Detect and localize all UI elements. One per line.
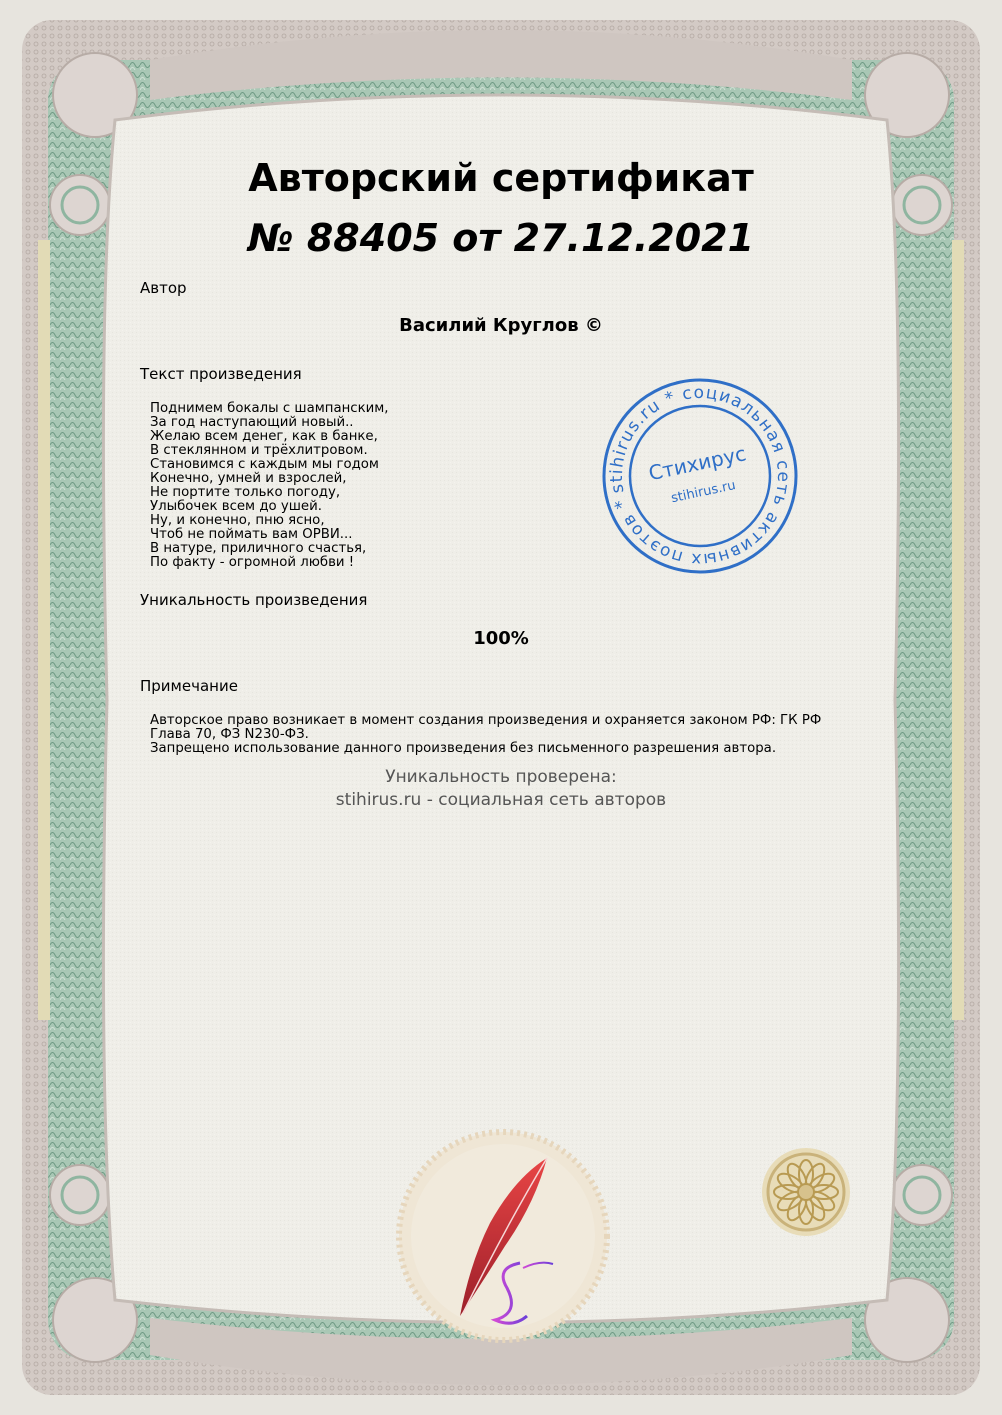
poem-line: Желаю всем денег, как в банке,: [150, 429, 378, 444]
uniqueness-value: 100%: [473, 628, 529, 649]
svg-text:stihirus.ru * социальная сеть: [598, 374, 802, 578]
poem-line: Становимся с каждым мы годом: [150, 457, 379, 472]
text-label: Текст произведения: [140, 365, 302, 383]
poem-line: Ну, и конечно, пню ясно,: [150, 513, 325, 528]
poem-line: В натуре, приличного счастья,: [150, 541, 367, 556]
poem-line: Чтоб не поймать вам ОРВИ...: [150, 527, 353, 542]
checked-line: stihirus.ru - социальная сеть авторов: [335, 790, 667, 810]
poem-line: По факту - огромной любви !: [150, 555, 355, 570]
poem-line: Конечно, умней и взрослей,: [150, 471, 347, 486]
poem-line: Поднимем бокалы с шампанским,: [150, 401, 389, 416]
poem-line: За год наступающий новый..: [150, 415, 354, 430]
stamp-ring-text: stihirus.ru * социальная сеть активных поэтов *: [606, 382, 794, 570]
uniqueness-checked: [0, 766, 1002, 812]
gold-seal-icon: [760, 1146, 852, 1238]
certificate-title: Авторский сертификат: [248, 156, 754, 200]
certificate-number: № 88405 от 27.12.2021: [247, 216, 755, 260]
author-label: Автор: [140, 279, 187, 297]
stihirus-stamp: [598, 374, 802, 578]
uniqueness-label: Уникальность произведения: [140, 591, 368, 609]
poem-line: В стеклянном и трёхлитровом.: [150, 443, 368, 458]
poem-line: Улыбочек всем до ушей.: [150, 499, 322, 514]
checked-line: Уникальность проверена:: [385, 767, 617, 787]
stamp-center-sub: stihirus.ru: [669, 478, 737, 507]
poem-text: [150, 402, 389, 570]
author-name: Василий Круглов ©: [399, 315, 603, 336]
poem-line: Не портите только погоду,: [150, 485, 341, 500]
note-line: Авторское право возникает в момент создания произведения и охраняется законом РФ: ГК РФ Глава 70, ФЗ N230-ФЗ.: [150, 713, 822, 742]
note-line: Запрещено использование данного произведения без письменного разрешения автора.: [150, 741, 777, 756]
stamp-center-title: Стихирус: [646, 441, 749, 486]
note-text: [150, 714, 850, 756]
note-label: Примечание: [140, 677, 238, 695]
feather-logo-icon: [395, 1128, 611, 1344]
